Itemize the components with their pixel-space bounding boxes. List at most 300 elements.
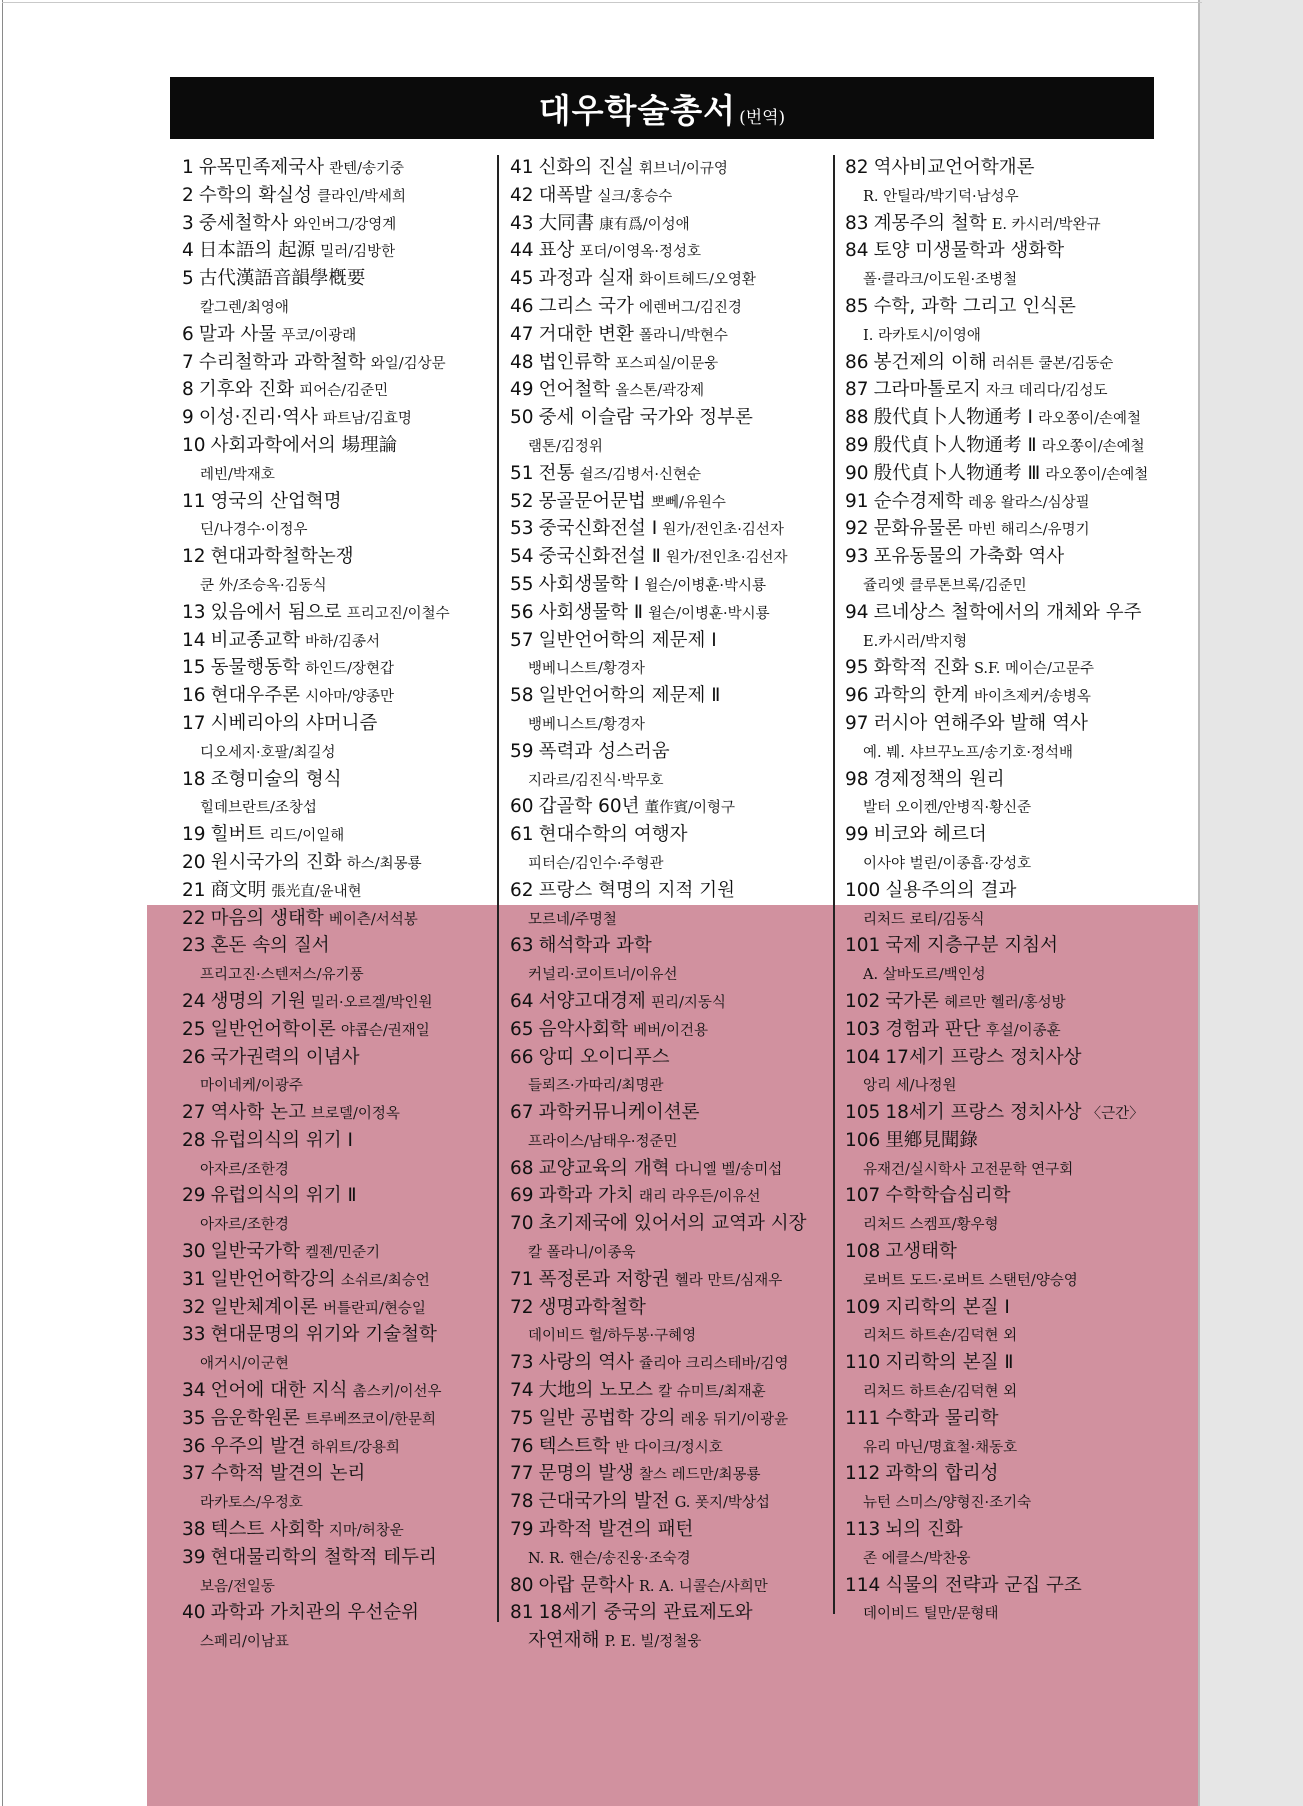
book-number: 110 xyxy=(845,1352,881,1374)
book-number: 103 xyxy=(845,1018,881,1040)
book-authors: 시아마/양종만 xyxy=(305,689,395,706)
book-title: 힐버트 xyxy=(210,824,265,846)
book-authors: 폴라니/박현수 xyxy=(638,327,728,344)
book-entry xyxy=(845,404,1175,432)
book-title: 里鄕見聞錄 xyxy=(885,1129,978,1151)
book-authors: P. E. 빌/정철웅 xyxy=(604,1634,702,1651)
book-authors: 라카토스/우정호 xyxy=(200,1495,303,1512)
book-number: 67 xyxy=(510,1102,534,1124)
book-title: 앙띠 오이디푸스 xyxy=(538,1046,670,1068)
book-entry xyxy=(182,321,497,349)
book-number: 20 xyxy=(182,851,206,873)
book-entry xyxy=(510,821,836,877)
book-authors: 발터 오이켄/안병직·황신준 xyxy=(863,800,1032,817)
book-entry xyxy=(182,1321,497,1377)
book-title: 古代漢語音韻學槪要 xyxy=(198,268,366,290)
book-title: 중세 이슬람 국가와 정부론 xyxy=(538,407,753,429)
book-title: 시베리아의 샤머니즘 xyxy=(210,712,378,734)
book-authors: 후설/이종훈 xyxy=(985,1022,1061,1039)
book-entry xyxy=(510,1516,836,1572)
book-number: 28 xyxy=(182,1129,206,1151)
book-entry xyxy=(510,1016,836,1044)
book-title: 역사비교언어학개론 xyxy=(873,157,1035,178)
book-number: 53 xyxy=(510,518,534,540)
book-title: 이성·진리·역사 xyxy=(198,407,318,429)
book-number: 101 xyxy=(845,935,881,957)
viewer-background xyxy=(1200,0,1303,1806)
book-title: 과학과 가치 xyxy=(538,1185,634,1207)
book-number: 31 xyxy=(182,1268,206,1290)
book-authors: 스페리/이남표 xyxy=(200,1634,289,1651)
book-entry xyxy=(182,766,497,822)
book-authors: 헤르만 헬러/홍성방 xyxy=(944,994,1066,1011)
book-number: 104 xyxy=(845,1046,881,1068)
book-list-column-1 xyxy=(182,154,497,1655)
book-number: 29 xyxy=(182,1185,206,1207)
book-authors: 힐데브란트/조창섭 xyxy=(200,800,317,817)
book-authors: 실크/홍승수 xyxy=(597,188,673,205)
book-entry xyxy=(182,821,497,849)
book-number: 49 xyxy=(510,379,534,401)
book-entry xyxy=(845,349,1175,377)
paper-edge xyxy=(1198,0,1200,1806)
book-number: 38 xyxy=(182,1519,206,1541)
book-title: 계몽주의 철학 xyxy=(873,212,987,234)
book-entry xyxy=(845,932,1175,988)
book-entry xyxy=(845,710,1175,766)
book-title: 초기제국에 있어서의 교역과 시장 xyxy=(538,1213,807,1235)
book-authors: 바이츠제커/송병옥 xyxy=(973,689,1091,706)
book-entry xyxy=(845,1044,1175,1100)
book-authors: 〈근간〉 xyxy=(1086,1106,1144,1123)
book-authors: 윌슨/이병훈·박시룡 xyxy=(648,605,770,622)
series-title-banner xyxy=(170,77,1154,139)
book-number: 72 xyxy=(510,1296,534,1318)
book-entry xyxy=(845,1572,1175,1628)
book-authors: 포스피실/이문웅 xyxy=(615,355,719,372)
book-authors: 들뢰즈·가따리/최명관 xyxy=(528,1078,664,1095)
book-entry xyxy=(182,1460,497,1516)
book-authors: 마이네케/이광주 xyxy=(200,1078,303,1095)
book-authors: 리처드 스켐프/황우형 xyxy=(863,1217,999,1234)
book-entry xyxy=(510,682,836,738)
book-authors: 칼 폴라니/이종욱 xyxy=(528,1245,636,1262)
book-authors: 램톤/김정위 xyxy=(528,438,603,455)
book-number: 6 xyxy=(182,323,194,345)
book-title: 표상 xyxy=(538,240,575,262)
book-authors: 포더/이영옥·정성호 xyxy=(579,244,702,261)
book-authors: S.F. 메이슨/고문주 xyxy=(973,661,1094,678)
book-title: 일반언어학이론 xyxy=(210,1018,336,1040)
book-authors: 뱅베니스트/황경자 xyxy=(528,716,645,733)
book-authors: 러쉬튼 쿨본/김동순 xyxy=(991,355,1114,372)
book-title: 경제정책의 원리 xyxy=(873,768,1005,790)
book-authors: 촘스키/이선우 xyxy=(352,1384,442,1401)
book-authors: 다니엘 벨/송미섭 xyxy=(674,1161,783,1178)
book-number: 19 xyxy=(182,824,206,846)
book-number: 47 xyxy=(510,323,534,345)
book-title: 문화유물론 xyxy=(873,518,963,540)
book-number: 35 xyxy=(182,1407,206,1429)
book-title: 현대우주론 xyxy=(210,685,300,707)
book-number: 59 xyxy=(510,740,534,762)
book-title: 그라마톨로지 xyxy=(873,379,981,401)
book-entry xyxy=(510,210,836,238)
book-number: 87 xyxy=(845,379,869,401)
book-title: 17세기 프랑스 정치사상 xyxy=(885,1046,1082,1068)
book-title: 대폭발 xyxy=(538,184,593,206)
book-number: 100 xyxy=(845,879,881,901)
book-authors: 프리고진·스텐저스/유기풍 xyxy=(200,967,364,984)
book-authors: 마빈 해리스/유명기 xyxy=(968,522,1090,539)
book-title: 국제 지층구분 지침서 xyxy=(885,935,1059,957)
book-title: 토양 미생물학과 생화학 xyxy=(873,240,1065,262)
book-number: 108 xyxy=(845,1241,881,1263)
book-number: 57 xyxy=(510,629,534,651)
book-entry xyxy=(845,154,1175,210)
book-entry xyxy=(845,1349,1175,1405)
book-authors: 핀리/지동식 xyxy=(650,994,726,1011)
book-entry xyxy=(182,932,497,988)
book-authors: 칼 슈미트/최재훈 xyxy=(658,1384,766,1401)
book-title: 텍스트 사회학 xyxy=(210,1519,324,1541)
book-title: 프랑스 혁명의 지적 기원 xyxy=(538,879,735,901)
book-list-column-3 xyxy=(845,154,1175,1627)
book-entry xyxy=(845,1405,1175,1461)
book-entry xyxy=(182,404,497,432)
book-number: 43 xyxy=(510,212,534,234)
book-entry xyxy=(510,265,836,293)
book-number: 61 xyxy=(510,824,534,846)
book-entry xyxy=(845,432,1175,460)
book-number: 23 xyxy=(182,935,206,957)
book-number: 14 xyxy=(182,629,206,651)
book-authors: 리처드 하트숀/김덕현 외 xyxy=(863,1328,1018,1345)
book-entry xyxy=(182,154,497,182)
book-number: 86 xyxy=(845,351,869,373)
book-title: 중세철학사 xyxy=(198,212,289,234)
book-title: 근대국가의 발전 xyxy=(538,1491,670,1513)
book-authors: 딘/나경수·이정우 xyxy=(200,522,308,539)
book-title: 원시국가의 진화 xyxy=(210,851,342,873)
book-authors: 칼그렌/최영애 xyxy=(200,299,289,316)
book-title: 과학과 가치관의 우선순위 xyxy=(210,1602,419,1624)
book-entry xyxy=(845,1238,1175,1294)
book-authors: 와일/김상문 xyxy=(370,355,446,372)
book-authors: 올스톤/곽강제 xyxy=(615,383,705,400)
book-number: 73 xyxy=(510,1352,534,1374)
book-entry xyxy=(182,376,497,404)
book-entry xyxy=(182,432,497,488)
book-entry xyxy=(182,877,497,905)
book-authors: 데이비드 헐/하두봉·구혜영 xyxy=(528,1328,697,1345)
book-number: 75 xyxy=(510,1407,534,1429)
book-number: 113 xyxy=(845,1519,881,1541)
book-number: 74 xyxy=(510,1380,534,1402)
book-title: 혼돈 속의 질서 xyxy=(210,935,330,957)
book-title: 포유동물의 가축화 역사 xyxy=(873,546,1065,568)
book-entry xyxy=(845,1294,1175,1350)
book-title: 일반 공법학 강의 xyxy=(538,1407,676,1429)
book-authors: A. 살바도르/백인성 xyxy=(863,967,986,984)
book-entry xyxy=(510,1433,836,1461)
book-title: 국가론 xyxy=(885,990,940,1012)
book-entry xyxy=(845,1460,1175,1516)
book-number: 50 xyxy=(510,407,534,429)
book-authors: 모르네/주명철 xyxy=(528,911,617,928)
book-title: 중국신화전설 Ⅱ xyxy=(538,546,661,568)
book-entry xyxy=(182,682,497,710)
book-entry xyxy=(510,1572,836,1600)
book-number: 76 xyxy=(510,1435,534,1457)
book-authors: 피어슨/김준민 xyxy=(299,383,389,400)
book-authors: 래리 라우든/이유선 xyxy=(638,1189,761,1206)
book-title: 현대물리학의 철학적 테두리 xyxy=(210,1546,437,1568)
book-authors: E.카시러/박지형 xyxy=(863,633,968,650)
book-title: 수학적 발견의 논리 xyxy=(210,1463,366,1485)
book-title: 과학의 합리성 xyxy=(885,1463,999,1485)
book-list-column-2 xyxy=(510,154,836,1655)
book-entry xyxy=(510,1349,836,1377)
book-title: 사회과학에서의 場理論 xyxy=(210,434,398,456)
book-entry xyxy=(510,1044,836,1100)
book-title: 비코와 헤르더 xyxy=(873,824,987,846)
book-authors: 에렌버그/김진경 xyxy=(638,299,742,316)
book-number: 56 xyxy=(510,601,534,623)
book-authors: 유리 마닌/명효철·채동호 xyxy=(863,1439,1018,1456)
book-number: 15 xyxy=(182,657,206,679)
book-authors: 예. 붸. 샤브꾸노프/송기호·정석배 xyxy=(863,744,1074,761)
book-number: 84 xyxy=(845,240,869,262)
book-entry xyxy=(182,1377,497,1405)
book-entry xyxy=(510,543,836,571)
book-entry xyxy=(182,1294,497,1322)
book-authors: R. A. 니콜슨/사희만 xyxy=(638,1578,768,1595)
book-number: 34 xyxy=(182,1380,206,1402)
book-number: 77 xyxy=(510,1463,534,1485)
book-authors: 데이비드 틸만/문형태 xyxy=(863,1606,999,1623)
book-entry xyxy=(510,1155,836,1183)
book-authors: 반 다이크/정시호 xyxy=(615,1439,723,1456)
book-title: 봉건제의 이해 xyxy=(873,351,987,373)
book-title: 현대과학철학논쟁 xyxy=(210,546,354,568)
book-title: 언어에 대한 지식 xyxy=(210,1380,348,1402)
book-number: 4 xyxy=(182,240,194,262)
book-number: 106 xyxy=(845,1129,881,1151)
book-title: 일반국가학 xyxy=(210,1241,300,1263)
book-entry xyxy=(845,376,1175,404)
book-entry xyxy=(510,1488,836,1516)
book-title: 생명의 기원 xyxy=(210,990,306,1012)
book-authors: 보음/전일동 xyxy=(200,1578,275,1595)
book-authors: 밀러·오르겔/박인원 xyxy=(310,994,433,1011)
book-title: 商文明 xyxy=(210,879,267,901)
book-number: 97 xyxy=(845,712,869,734)
book-entry xyxy=(845,1127,1175,1183)
book-entry xyxy=(510,1377,836,1405)
book-title: 르네상스 철학에서의 개체와 우주 xyxy=(873,601,1142,623)
book-entry xyxy=(845,210,1175,238)
book-title: 고생태학 xyxy=(885,1241,957,1263)
book-authors: 콴텐/송기중 xyxy=(329,161,404,177)
book-title: 텍스트학 xyxy=(538,1435,611,1457)
book-number: 92 xyxy=(845,518,869,540)
book-entry xyxy=(510,154,836,182)
book-entry xyxy=(510,182,836,210)
book-entry xyxy=(510,793,836,821)
book-authors: 원가/전인초·김선자 xyxy=(665,550,788,567)
book-title: 일반언어학의 제문제 Ⅱ xyxy=(538,685,721,707)
book-title: 유럽의식의 위기 Ⅱ xyxy=(210,1185,357,1207)
book-entry xyxy=(510,1266,836,1294)
book-authors: 베이츤/서석봉 xyxy=(328,911,418,928)
book-number: 52 xyxy=(510,490,534,512)
book-entry xyxy=(510,1599,836,1655)
book-title: 일반체계이론 xyxy=(210,1296,318,1318)
book-entry xyxy=(510,627,836,683)
book-authors: 뱅베니스트/황경자 xyxy=(528,661,645,678)
book-number: 44 xyxy=(510,240,534,262)
book-title: 수리철학과 과학철학 xyxy=(198,351,366,373)
book-number: 11 xyxy=(182,490,206,512)
book-authors: 張光直/윤내현 xyxy=(271,883,362,900)
book-title: 순수경제학 xyxy=(873,490,963,512)
book-authors: 켈젠/민준기 xyxy=(305,1245,381,1262)
book-title: 국가권력의 이념사 xyxy=(210,1046,360,1068)
book-title: 비교종교학 xyxy=(210,629,300,651)
book-entry xyxy=(182,1516,497,1544)
book-title: 폭정론과 저항권 xyxy=(538,1268,670,1290)
book-title: 중국신화전설 Ⅰ xyxy=(538,518,658,540)
book-authors: 커널리·코이트너/이유선 xyxy=(528,967,678,984)
book-authors: 레옹 뒤기/이광윤 xyxy=(680,1411,789,1428)
book-title: 18세기 중국의 관료제도와 xyxy=(538,1602,753,1624)
book-number: 82 xyxy=(845,157,869,178)
book-title: 언어철학 xyxy=(538,379,611,401)
book-number: 99 xyxy=(845,824,869,846)
book-number: 18 xyxy=(182,768,206,790)
book-entry xyxy=(182,599,497,627)
book-entry xyxy=(510,1099,836,1155)
book-authors: 아자르/조한경 xyxy=(200,1217,289,1234)
book-entry xyxy=(510,599,836,627)
book-entry xyxy=(845,237,1175,293)
book-authors: I. 라카토시/이영애 xyxy=(863,327,981,344)
book-number: 79 xyxy=(510,1519,534,1541)
book-authors: 뽀뻬/유원수 xyxy=(650,494,726,511)
book-number: 88 xyxy=(845,407,869,429)
book-title: 말과 사물 xyxy=(198,323,277,345)
book-number: 78 xyxy=(510,1491,534,1513)
book-authors: 쥴리엣 클루톤브록/김준민 xyxy=(863,577,1027,594)
book-title: 사회생물학 Ⅰ xyxy=(538,573,640,595)
book-title: 음운학원론 xyxy=(210,1407,300,1429)
book-authors: 화이트헤드/오영환 xyxy=(638,272,756,289)
book-authors: 쉴즈/김병서·신현순 xyxy=(579,466,702,483)
book-entry xyxy=(510,1405,836,1433)
book-entry xyxy=(510,293,836,321)
book-number: 40 xyxy=(182,1602,206,1624)
book-entry xyxy=(845,1016,1175,1044)
book-entry xyxy=(845,1516,1175,1572)
book-title: 과정과 실재 xyxy=(538,268,634,290)
book-authors: 라오쫑이/손예철 xyxy=(1045,466,1149,483)
book-entry xyxy=(182,710,497,766)
book-number: 109 xyxy=(845,1296,881,1318)
book-authors: 푸코/이광래 xyxy=(281,327,357,344)
book-number: 48 xyxy=(510,351,534,373)
book-entry xyxy=(182,210,497,238)
book-authors: 와인버그/강영계 xyxy=(293,216,397,233)
book-authors: 디오세지·호팔/최길성 xyxy=(200,744,336,761)
book-entry xyxy=(182,905,497,933)
book-title: 수학과 물리학 xyxy=(885,1407,999,1429)
book-entry xyxy=(510,488,836,516)
book-entry xyxy=(182,627,497,655)
book-entry xyxy=(182,1044,497,1100)
book-title: 지리학의 본질 Ⅱ xyxy=(885,1352,1014,1374)
book-number: 91 xyxy=(845,490,869,512)
book-entry xyxy=(510,321,836,349)
book-entry xyxy=(510,877,836,933)
book-authors: 유재건/실시학사 고전문학 연구회 xyxy=(863,1161,1074,1178)
book-authors: 董作賓/이형구 xyxy=(644,800,736,817)
book-entry xyxy=(182,1599,497,1655)
book-number: 13 xyxy=(182,601,206,623)
book-authors: 앙리 세/나정원 xyxy=(863,1078,957,1095)
book-authors: 지마/허창운 xyxy=(328,1523,404,1540)
book-title: 大同書 xyxy=(538,212,595,234)
book-number: 90 xyxy=(845,462,869,484)
book-entry xyxy=(182,1405,497,1433)
book-entry xyxy=(510,376,836,404)
book-title: 있음에서 됨으로 xyxy=(210,601,342,623)
book-entry xyxy=(510,237,836,265)
book-number: 93 xyxy=(845,546,869,568)
book-title: 법인류학 xyxy=(538,351,611,373)
book-entry xyxy=(845,821,1175,877)
book-title: 殷代貞卜人物通考 Ⅰ xyxy=(873,407,1033,429)
book-authors: 폴·클라크/이도원·조병철 xyxy=(863,272,1018,289)
book-entry xyxy=(182,182,497,210)
book-authors: 브로델/이정옥 xyxy=(310,1106,400,1123)
book-number: 63 xyxy=(510,935,534,957)
book-entry xyxy=(182,988,497,1016)
book-authors: 파트남/김효명 xyxy=(322,411,412,428)
book-number: 66 xyxy=(510,1046,534,1068)
book-entry xyxy=(510,571,836,599)
book-authors: G. 폿지/박상섭 xyxy=(674,1495,770,1512)
column-divider xyxy=(497,155,499,1622)
book-authors: 레옹 왈라스/심상필 xyxy=(968,494,1090,511)
book-title: 과학의 한계 xyxy=(873,685,969,707)
book-number: 83 xyxy=(845,212,869,234)
book-entry xyxy=(845,654,1175,682)
book-title: 경험과 판단 xyxy=(885,1018,981,1040)
book-authors: 아자르/조한경 xyxy=(200,1161,289,1178)
book-entry xyxy=(182,1016,497,1044)
book-number: 62 xyxy=(510,879,534,901)
book-entry xyxy=(182,237,497,265)
book-entry xyxy=(510,738,836,794)
book-number: 3 xyxy=(182,212,194,234)
book-number: 105 xyxy=(845,1102,881,1124)
book-title: 거대한 변환 xyxy=(538,323,634,345)
book-title: 일반언어학강의 xyxy=(210,1268,336,1290)
book-title: 마음의 생태학 xyxy=(210,907,324,929)
page-border-top xyxy=(2,2,1202,3)
book-number: 2 xyxy=(182,184,194,206)
